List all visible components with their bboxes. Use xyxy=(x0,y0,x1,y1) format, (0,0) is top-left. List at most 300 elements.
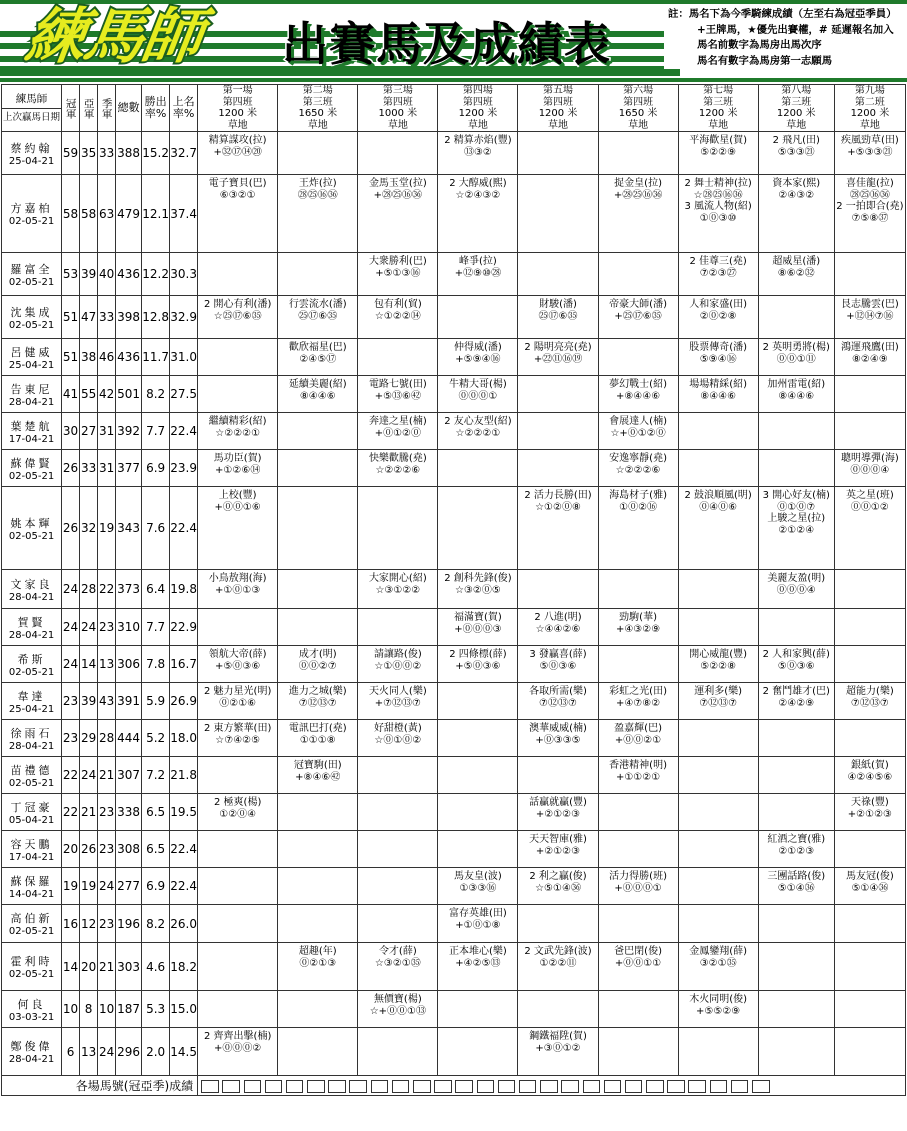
table-row xyxy=(2,943,906,991)
race-no: 第八場 xyxy=(781,85,812,96)
race-entry-cell xyxy=(834,1028,905,1076)
race-entry-cell xyxy=(758,253,834,296)
horse-record: ☆②④③② xyxy=(455,189,501,201)
stat-cell: 343 xyxy=(116,487,142,570)
race-dist: 1200 米 xyxy=(698,108,738,119)
result-box xyxy=(286,1080,304,1093)
trainer-name: 韋達 xyxy=(17,689,46,703)
race-entry-cell xyxy=(758,339,834,376)
horse-name: 捉金皇(拉) xyxy=(614,178,662,189)
horse-record: ⑤⓪③⑥ xyxy=(777,660,815,672)
stat-cell: 391 xyxy=(116,683,142,720)
trainer-cell xyxy=(2,376,62,413)
stat-cell: 30 xyxy=(62,413,80,450)
trainer-cell xyxy=(2,1028,62,1076)
horse-name: 2 利之贏(俊) xyxy=(529,871,587,882)
race-entry-cell xyxy=(598,487,678,570)
stat-cell: 31.0 xyxy=(170,339,198,376)
stat-cell: 377 xyxy=(116,450,142,487)
race-entry-cell xyxy=(678,296,758,339)
trainer-cell xyxy=(2,450,62,487)
stat-cell: 6.9 xyxy=(142,450,170,487)
result-box xyxy=(307,1080,325,1093)
horse-record: ☆①②②⑭ xyxy=(374,310,421,322)
horse-record: +⓪⓪①⑥ xyxy=(214,501,261,513)
race-entry-cell xyxy=(598,943,678,991)
race-entry-cell xyxy=(834,296,905,339)
trainer-name: 蘇保羅 xyxy=(10,874,53,888)
stat-cell: 10 xyxy=(62,991,80,1028)
race-entry-cell xyxy=(598,253,678,296)
horse-record: ①②②⑪ xyxy=(539,957,577,969)
race-entry-cell xyxy=(834,646,905,683)
race-entry-cell xyxy=(678,991,758,1028)
horse-record: ⑤②②⑨ xyxy=(700,146,737,158)
stat-cell: 13 xyxy=(80,1028,98,1076)
horse-record: ☆③②①㉟ xyxy=(374,957,421,969)
horse-name: 上校(豐) xyxy=(218,490,257,501)
table-row xyxy=(2,991,906,1028)
horse-name: 話贏就贏(豐) xyxy=(529,797,587,808)
stat-cell: 38 xyxy=(80,339,98,376)
stat-cell: 22.4 xyxy=(170,487,198,570)
trainer-cell xyxy=(2,487,62,570)
table-row xyxy=(2,757,906,794)
horse-name: 王炸(拉) xyxy=(298,178,337,189)
trainer-cell xyxy=(2,868,62,905)
last-win-date: 25-04-21 xyxy=(8,155,55,167)
horse-name: 盈嘉輝(巴) xyxy=(614,723,662,734)
race-entry-cell xyxy=(278,175,358,253)
horse-record: ⑧④④⑥ xyxy=(778,390,815,402)
horse-record: +①②⑥⑭ xyxy=(215,464,261,476)
stat-cell: 33 xyxy=(80,450,98,487)
race-entry-cell xyxy=(198,794,278,831)
race-entry-cell xyxy=(198,296,278,339)
race-entry-cell xyxy=(198,831,278,868)
race-entry-cell xyxy=(198,720,278,757)
race-entry-cell xyxy=(358,757,438,794)
race-entry-cell xyxy=(438,413,518,450)
race-entry-cell xyxy=(278,905,358,943)
stat-cell: 28 xyxy=(98,720,116,757)
horse-record: ⑦⑤⑧㊲ xyxy=(851,212,889,224)
horse-record: ☆⑤①④㊱ xyxy=(535,882,581,894)
table-row xyxy=(2,905,906,943)
trainer-cell xyxy=(2,831,62,868)
stat-cell: 31 xyxy=(98,413,116,450)
stat-cell: 7.7 xyxy=(142,609,170,646)
race-entry-cell xyxy=(518,757,598,794)
horse-name: 延續美麗(紹) xyxy=(288,379,347,390)
race-entry-cell xyxy=(438,450,518,487)
race-entry-cell xyxy=(678,1028,758,1076)
stat-cell: 18.2 xyxy=(170,943,198,991)
stat-cell: 24 xyxy=(62,609,80,646)
race-entry-cell xyxy=(834,831,905,868)
race-entry-cell xyxy=(358,339,438,376)
race-entry-cell xyxy=(758,487,834,570)
race-header-1 xyxy=(198,85,278,132)
stat-cell: 51 xyxy=(62,296,80,339)
horse-record: ⑦②③㉗ xyxy=(699,267,737,279)
race-entry-cell xyxy=(678,450,758,487)
race-entry-cell xyxy=(198,757,278,794)
horse-record: ①①①⑧ xyxy=(299,734,336,746)
horse-name: 2 大醇威(熙) xyxy=(449,178,507,189)
horse-record: ⓪⓪①② xyxy=(850,501,889,513)
race-entry-cell xyxy=(598,831,678,868)
trainer-cell xyxy=(2,296,62,339)
race-entry-cell xyxy=(518,1028,598,1076)
race-entry-cell xyxy=(278,413,358,450)
horse-record: +㉘㉕⑯㊱ xyxy=(373,189,423,201)
race-entry-cell xyxy=(358,376,438,413)
race-entry-cell xyxy=(598,413,678,450)
horse-record: ⑤①④㊱ xyxy=(777,882,815,894)
horse-record: +④⑦⑧② xyxy=(615,697,661,709)
last-win-date: 02-05-21 xyxy=(8,969,55,980)
race-entry-cell xyxy=(358,905,438,943)
horse-record: +⑤⑬⑥㊷ xyxy=(374,390,421,402)
trainer-name: 容天鵬 xyxy=(10,837,53,851)
race-entry-cell xyxy=(438,868,518,905)
race-entry-cell xyxy=(678,132,758,175)
race-entry-cell xyxy=(598,450,678,487)
legend-notes xyxy=(664,6,906,69)
horse-name: 天火同人(樂) xyxy=(368,686,427,697)
horse-name: 成才(明) xyxy=(298,649,337,660)
race-entry-cell xyxy=(438,253,518,296)
race-entry-cell xyxy=(758,757,834,794)
horse-name: 疾風勁草(田) xyxy=(840,135,899,146)
horse-name: 2 佳尊三(堯) xyxy=(689,256,747,267)
horse-record: ②①②③ xyxy=(778,845,815,857)
table-header xyxy=(2,85,906,132)
green-stripe xyxy=(0,78,907,82)
last-win-date: 02-05-21 xyxy=(8,777,55,789)
horse-record: +⑤⓪③⑥ xyxy=(215,660,261,672)
race-track: 草地 xyxy=(859,119,880,131)
result-box xyxy=(371,1080,389,1093)
race-entry-cell xyxy=(678,609,758,646)
trainer-name: 高伯新 xyxy=(10,912,53,925)
table-row xyxy=(2,1028,906,1076)
race-entry-cell xyxy=(438,339,518,376)
result-box xyxy=(710,1080,728,1093)
stat-cell: 41 xyxy=(62,376,80,413)
stat-cell: 55 xyxy=(80,376,98,413)
trainer-cell xyxy=(2,794,62,831)
col-first: 冠軍 xyxy=(62,85,80,132)
last-win-date: 02-05-21 xyxy=(8,666,55,678)
race-entry-cell xyxy=(834,413,905,450)
stat-cell: 21 xyxy=(98,757,116,794)
race-entry-cell xyxy=(758,132,834,175)
stat-cell: 20 xyxy=(62,831,80,868)
race-entry-cell xyxy=(198,413,278,450)
stat-cell: 5.9 xyxy=(142,683,170,720)
horse-record: ☆④④②⑥ xyxy=(535,623,581,635)
trainer-cell xyxy=(2,646,62,683)
horse-name: 美麗友盈(明) xyxy=(767,573,826,584)
race-entry-cell xyxy=(834,450,905,487)
horse-name: 2 精算赤焰(豐) xyxy=(444,135,512,146)
race-entry-cell xyxy=(358,720,438,757)
race-entry-cell xyxy=(758,570,834,609)
horse-record: +①⓪①⑧ xyxy=(455,919,501,931)
horse-name: 平海歡星(賀) xyxy=(689,135,748,146)
table-row xyxy=(2,794,906,831)
horse-record: ☆②②②⑥ xyxy=(375,464,421,476)
stat-cell: 196 xyxy=(116,905,142,943)
stat-cell: 22.4 xyxy=(170,413,198,450)
race-entry-cell xyxy=(758,1028,834,1076)
horse-record: ☆②②②① xyxy=(455,427,501,439)
race-entry-cell xyxy=(278,794,358,831)
race-entry-cell xyxy=(834,376,905,413)
horse-name: 繼續精彩(紹) xyxy=(208,416,267,427)
race-cls: 第四班 xyxy=(623,96,654,108)
race-cls: 第四班 xyxy=(462,96,493,108)
stat-cell: 307 xyxy=(116,757,142,794)
trainer-cell xyxy=(2,943,62,991)
trainer-cell xyxy=(2,570,62,609)
stat-cell: 15.2 xyxy=(142,132,170,175)
horse-record: ②④②⑨ xyxy=(778,697,815,709)
race-entry-cell xyxy=(598,757,678,794)
last-win-date: 02-05-21 xyxy=(8,276,55,288)
table-row xyxy=(2,339,906,376)
race-entry-cell xyxy=(198,1028,278,1076)
stat-cell: 10 xyxy=(98,991,116,1028)
race-entry-cell xyxy=(438,1028,518,1076)
race-cls: 第四班 xyxy=(382,96,413,108)
horse-name: 2 齊齊出擊(楠) xyxy=(204,1031,272,1042)
stat-cell: 2.0 xyxy=(142,1028,170,1076)
race-no: 第四場 xyxy=(462,85,493,96)
race-entry-cell xyxy=(198,376,278,413)
horse-record: ☆②②②① xyxy=(215,427,261,439)
horse-record: ☆㉘㉕⑯㊱ xyxy=(693,189,743,201)
stat-cell: 5.2 xyxy=(142,720,170,757)
horse-name: 場場精綵(紹) xyxy=(689,379,748,390)
horse-name: 彩虹之光(田) xyxy=(609,686,667,697)
horse-name: 鴻運飛鷹(田) xyxy=(840,342,899,353)
col-win-rate: 勝出率% xyxy=(142,85,170,132)
stat-cell: 14 xyxy=(80,646,98,683)
race-entry-cell xyxy=(598,646,678,683)
last-win-date: 28-04-21 xyxy=(8,591,55,603)
horse-name: 令才(薛) xyxy=(378,946,417,957)
race-entry-cell xyxy=(834,609,905,646)
stat-cell: 398 xyxy=(116,296,142,339)
stat-cell: 24 xyxy=(98,1028,116,1076)
horse-name: 請讓路(俊) xyxy=(373,649,422,660)
race-entry-cell xyxy=(198,175,278,253)
race-entry-cell xyxy=(198,132,278,175)
race-entry-cell xyxy=(278,757,358,794)
race-entry-cell xyxy=(598,609,678,646)
result-box xyxy=(646,1080,664,1093)
horse-name: 安逸寧靜(堯) xyxy=(609,453,667,464)
race-no: 第三場 xyxy=(382,85,413,96)
race-entry-cell xyxy=(598,570,678,609)
stat-cell: 26 xyxy=(80,831,98,868)
horse-record: ㉘㉕⑯㊱ xyxy=(297,189,338,201)
horse-name: 電訊巴打(堯) xyxy=(288,723,347,734)
race-entry-cell xyxy=(198,253,278,296)
horse-name: 馬友冠(俊) xyxy=(845,871,894,882)
stat-cell: 24 xyxy=(62,646,80,683)
stat-cell: 22 xyxy=(62,794,80,831)
race-dist: 1200 米 xyxy=(458,108,498,119)
table-row xyxy=(2,450,906,487)
race-entry-cell xyxy=(278,570,358,609)
horse-name: 2 友心友型(紹) xyxy=(444,416,512,427)
race-entry-cell xyxy=(438,609,518,646)
race-entry-cell xyxy=(438,570,518,609)
table-body xyxy=(2,132,906,1076)
stat-cell: 5.3 xyxy=(142,991,170,1028)
horse-record: +⓪⓪①① xyxy=(614,957,662,969)
horse-record: +⑤⑤②⑨ xyxy=(696,1005,741,1017)
stat-cell: 12.8 xyxy=(142,296,170,339)
stat-cell: 373 xyxy=(116,570,142,609)
race-entry-cell xyxy=(598,794,678,831)
race-entry-cell xyxy=(278,296,358,339)
race-entry-cell xyxy=(278,720,358,757)
horse-name: 牛精大哥(楊) xyxy=(449,379,507,390)
stat-cell: 21 xyxy=(80,794,98,831)
last-win-date: 05-04-21 xyxy=(8,814,55,826)
horse-name: 2 英明勇將(楊) xyxy=(762,342,830,353)
last-win-date: 02-05-21 xyxy=(8,470,55,482)
table-row xyxy=(2,132,906,175)
race-entry-cell xyxy=(678,868,758,905)
race-entry-cell xyxy=(278,943,358,991)
stat-cell: 23 xyxy=(98,609,116,646)
horse-name: 小鳥敖翔(海) xyxy=(208,573,267,584)
table-row xyxy=(2,720,906,757)
table-row xyxy=(2,831,906,868)
last-win-date: 02-05-21 xyxy=(8,926,55,937)
horse-name: 2 奮鬥雄才(巴) xyxy=(762,686,830,697)
race-entry-cell xyxy=(834,132,905,175)
race-entry-cell xyxy=(518,831,598,868)
last-win-date: 17-04-21 xyxy=(8,433,55,445)
race-cls: 第三班 xyxy=(781,96,812,108)
result-box xyxy=(667,1080,685,1093)
horse-record: ㉕⑰⑥㉟ xyxy=(538,310,578,322)
race-entry-cell xyxy=(518,339,598,376)
stat-cell: 501 xyxy=(116,376,142,413)
horse-name: 2 極爽(楊) xyxy=(214,797,262,808)
table-row xyxy=(2,376,906,413)
race-entry-cell xyxy=(518,794,598,831)
race-dist: 1200 米 xyxy=(218,108,258,119)
stat-cell: 39 xyxy=(80,253,98,296)
race-entry-cell xyxy=(678,570,758,609)
stat-cell: 12.2 xyxy=(142,253,170,296)
stat-cell: 39 xyxy=(80,683,98,720)
result-box xyxy=(625,1080,643,1093)
stat-cell: 338 xyxy=(116,794,142,831)
horse-record: ①⓪③⑩ xyxy=(699,212,737,224)
horse-record: +⓪⓪②① xyxy=(614,734,662,746)
race-track: 草地 xyxy=(708,119,729,131)
race-entry-cell xyxy=(438,296,518,339)
horse-record: +④②⑤⑬ xyxy=(455,957,501,969)
last-win-date: 14-04-21 xyxy=(8,888,55,900)
result-box xyxy=(583,1080,601,1093)
stat-cell: 388 xyxy=(116,132,142,175)
horse-name: 爸巴閉(俊) xyxy=(614,946,662,957)
race-entry-cell xyxy=(198,991,278,1028)
race-track: 草地 xyxy=(786,119,807,131)
horse-record: ☆②②②⑥ xyxy=(615,464,661,476)
horse-record: ☆+⓪①②⓪ xyxy=(610,427,666,439)
race-entry-cell xyxy=(358,487,438,570)
race-dist: 1200 米 xyxy=(776,108,816,119)
result-box xyxy=(434,1080,452,1093)
stat-cell: 24 xyxy=(80,609,98,646)
horse-record: +⑧④④⑥ xyxy=(615,390,661,402)
result-box xyxy=(265,1080,283,1093)
race-track: 草地 xyxy=(628,119,649,131)
footer-label: 各場馬號(冠亞季)成績 xyxy=(2,1076,198,1096)
race-entry-cell xyxy=(678,376,758,413)
race-track: 草地 xyxy=(227,119,248,131)
horse-name: 英之星(班) xyxy=(845,490,894,501)
stat-cell: 23 xyxy=(98,794,116,831)
race-entry-cell xyxy=(758,868,834,905)
race-entry-cell xyxy=(758,991,834,1028)
trainer-cell xyxy=(2,905,62,943)
race-entry-cell xyxy=(358,646,438,683)
horse-name: 紅酒之寶(雅) xyxy=(767,834,826,845)
race-entry-cell xyxy=(358,991,438,1028)
stat-cell: 19.8 xyxy=(170,570,198,609)
stat-cell: 35 xyxy=(80,132,98,175)
stat-cell: 308 xyxy=(116,831,142,868)
race-entry-cell xyxy=(678,339,758,376)
last-win-date: 28-04-21 xyxy=(8,629,55,641)
table-row xyxy=(2,296,906,339)
race-entry-cell xyxy=(758,296,834,339)
stat-cell: 19 xyxy=(98,487,116,570)
race-entry-cell xyxy=(518,570,598,609)
horse-record: +⑤①③⑯ xyxy=(375,267,421,279)
result-box xyxy=(201,1080,219,1093)
horse-record: ⑧④④⑥ xyxy=(299,390,336,402)
horse-record: ⓪②①③ xyxy=(299,957,337,969)
race-entry-cell xyxy=(678,720,758,757)
race-entry-cell xyxy=(834,868,905,905)
table-row xyxy=(2,570,906,609)
table-row xyxy=(2,683,906,720)
result-box xyxy=(498,1080,516,1093)
race-entry-cell xyxy=(758,943,834,991)
horse-record: +㉘㉕⑯㊱ xyxy=(613,189,663,201)
stat-cell: 6.9 xyxy=(142,868,170,905)
race-entry-cell xyxy=(358,175,438,253)
trainer-cell xyxy=(2,132,62,175)
result-box xyxy=(222,1080,240,1093)
stat-cell: 29 xyxy=(80,720,98,757)
stat-cell: 16 xyxy=(62,905,80,943)
horse-record: ②④⑤⑰ xyxy=(299,353,337,365)
